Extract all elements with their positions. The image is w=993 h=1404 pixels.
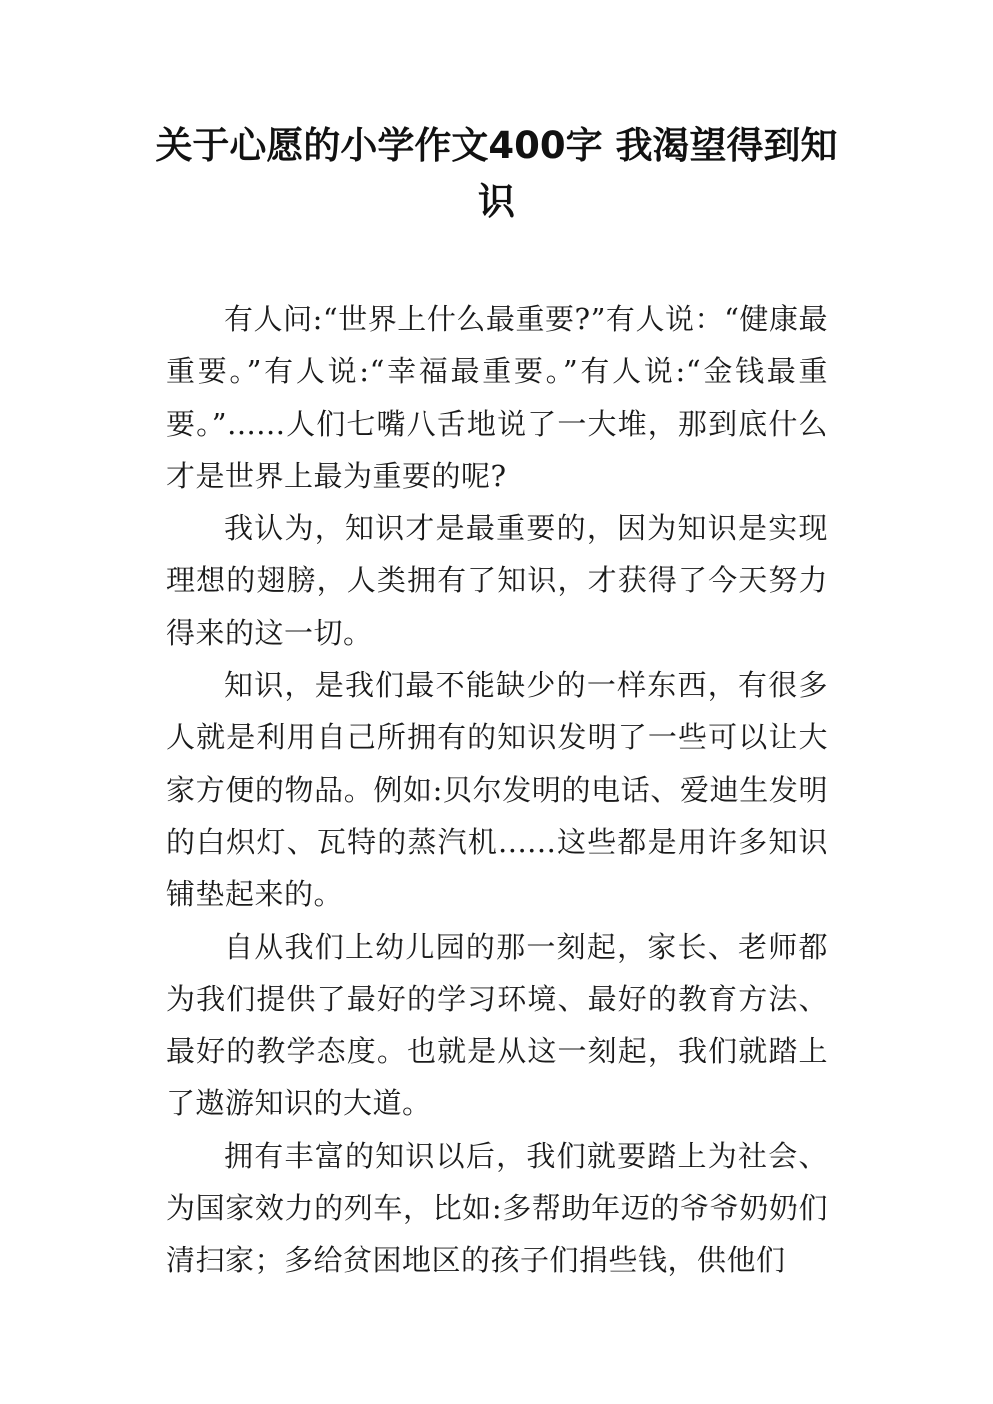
document-body — [166, 293, 828, 1287]
document-title: 关于心愿的小学作文400字 我渴望得到知识 — [155, 124, 838, 223]
paragraph-1: 有人问:“世界上什么最重要?”有人说：“健康最重要。”有人说:“幸福最重要。”有人说:“金钱最重要。”......人们七嘴八舌地说了一大堆，那到底什么才是世界上最为重要的呢? — [166, 302, 828, 493]
paragraph-5: 拥有丰富的知识以后，我们就要踏上为社会、为国家效力的列车，比如:多帮助年迈的爷爷奶奶们清扫家；多给贫困地区的孩子们捐些钱，供他们 — [166, 1138, 828, 1278]
paragraph-2: 我认为，知识才是最重要的，因为知识是实现理想的翅膀，人类拥有了知识，才获得了今天努力得来的这一切。 — [166, 511, 828, 650]
paragraph-4: 自从我们上幼儿园的那一刻起，家长、老师都为我们提供了最好的学习环境、最好的教育方法、最好的教学态度。也就是从这一刻起，我们就踏上了遨游知识的大道。 — [166, 929, 828, 1121]
paragraph-3: 知识，是我们最不能缺少的一样东西，有很多人就是利用自己所拥有的知识发明了一些可以让大家方便的物品。例如:贝尔发明的电话、爱迪生发明的白炽灯、瓦特的蒸汽机......这些都是用许多知识铺垫起来的。 — [166, 668, 828, 912]
